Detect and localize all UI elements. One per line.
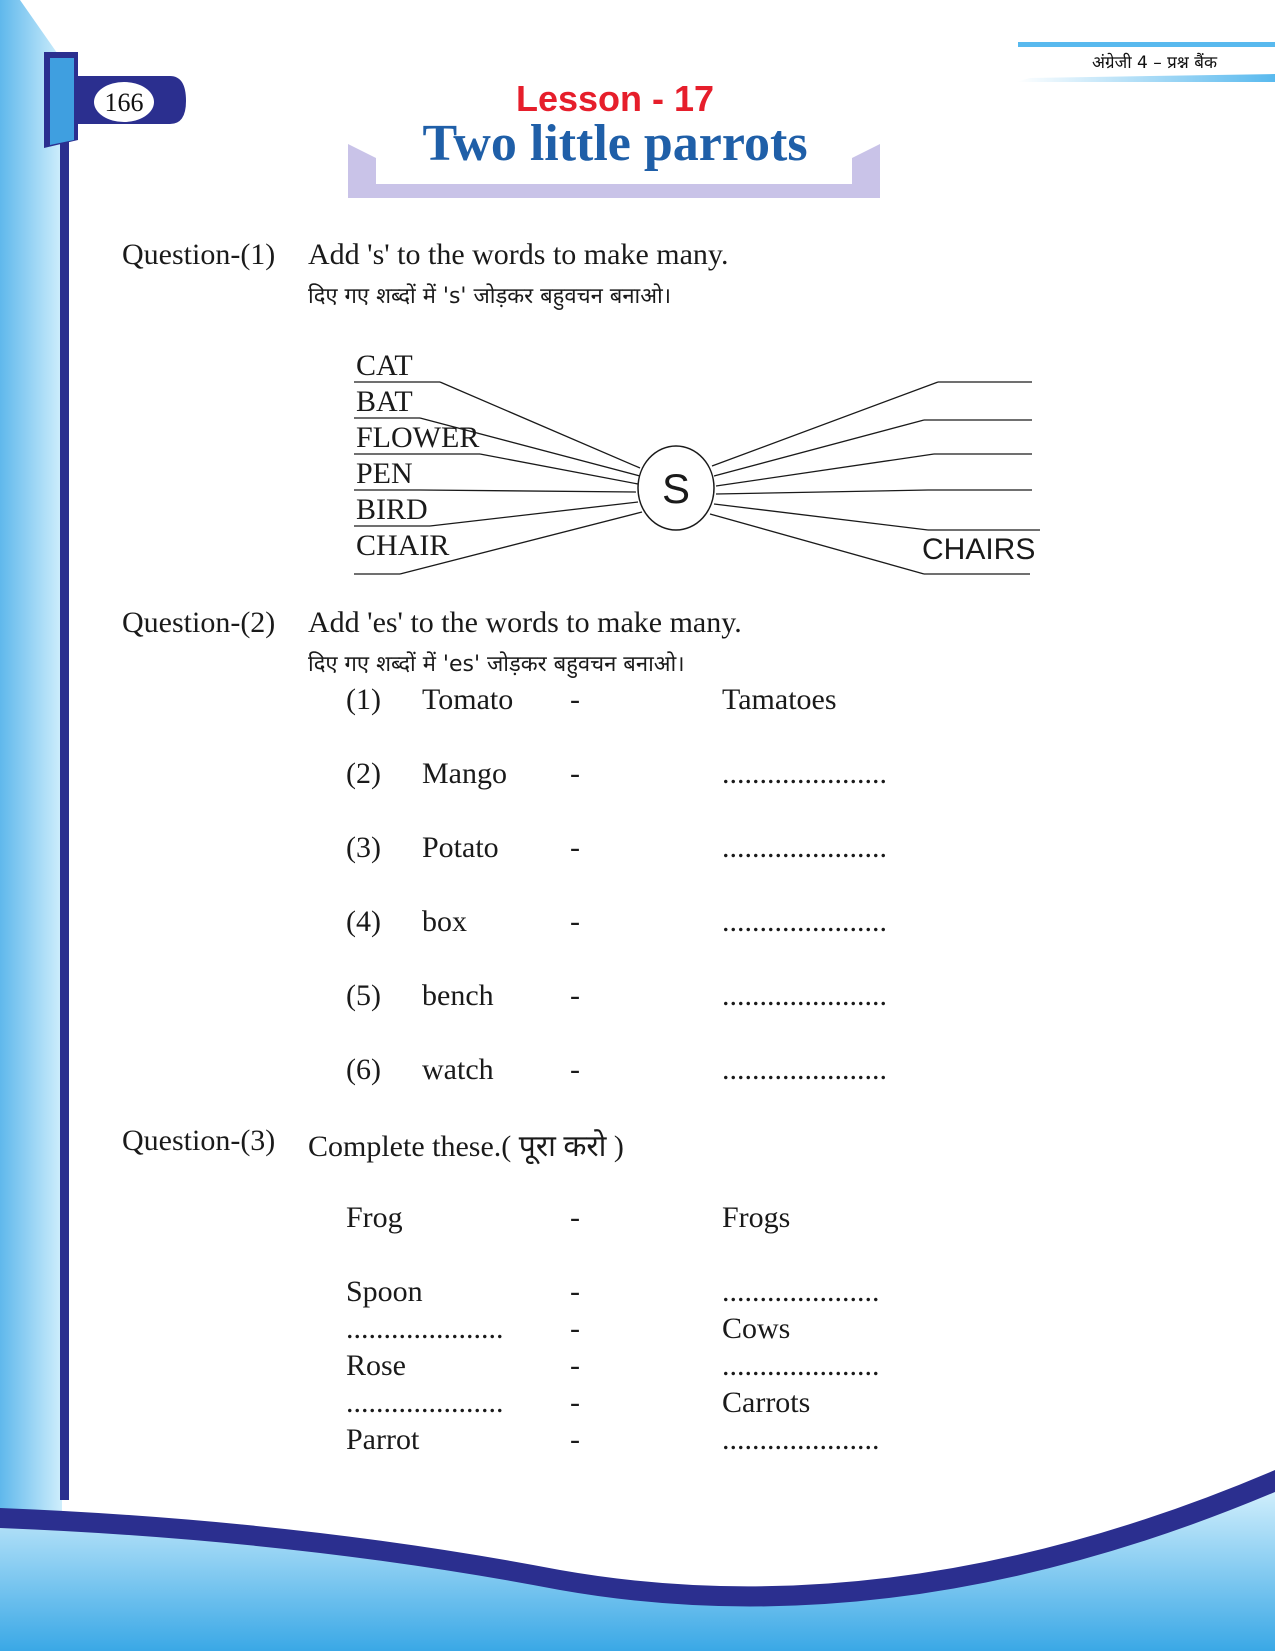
book-header-tag: अंग्रेजी 4 – प्रश्न बैंक xyxy=(1092,53,1217,73)
item-dash: - xyxy=(570,1201,580,1234)
item-dash: - xyxy=(570,683,580,716)
question-2-hindi: दिए गए शब्दों में 'es' जोड़कर बहुवचन बनाओ। xyxy=(308,652,685,677)
question-3-text: Complete these.( पूरा करो ) xyxy=(308,1130,624,1163)
item-singular-blank[interactable]: ..................... xyxy=(346,1386,504,1419)
connector-line xyxy=(710,514,924,574)
item-answer-blank[interactable]: ...................... xyxy=(722,979,887,1012)
example-answer: CHAIRS xyxy=(922,533,1036,566)
lesson-title: Two little parrots xyxy=(422,115,808,172)
connector-line xyxy=(716,490,928,494)
item-plural-blank[interactable]: ..................... xyxy=(722,1349,880,1382)
connector-line xyxy=(430,502,638,526)
lesson-number: Lesson - 17 xyxy=(515,78,715,119)
word-pen: PEN xyxy=(356,457,413,490)
word-bird: BIRD xyxy=(356,493,428,526)
item-word: Tomato xyxy=(422,683,514,716)
item-singular: Rose xyxy=(346,1349,406,1382)
connector-line xyxy=(712,382,938,466)
question-1-text: Add 's' to the words to make many. xyxy=(308,238,729,271)
item-plural: Carrots xyxy=(722,1386,811,1419)
item-number: (5) xyxy=(346,979,381,1012)
item-answer-blank[interactable]: ...................... xyxy=(722,757,887,790)
item-number: (6) xyxy=(346,1053,381,1086)
item-dash: - xyxy=(570,979,580,1012)
item-word: watch xyxy=(422,1053,494,1086)
question-3-label: Question-(3) xyxy=(122,1124,276,1157)
item-word: box xyxy=(422,905,467,938)
word-chair: CHAIR xyxy=(356,529,450,562)
item-dash: - xyxy=(570,1386,580,1419)
item-singular-blank[interactable]: ..................... xyxy=(346,1312,504,1345)
item-dash: - xyxy=(570,1312,580,1345)
item-dash: - xyxy=(570,1275,580,1308)
item-plural: Cows xyxy=(722,1312,791,1345)
item-dash: - xyxy=(570,1423,580,1456)
connector-line xyxy=(716,454,934,486)
item-plural-blank[interactable]: ..................... xyxy=(722,1275,880,1308)
item-dash: - xyxy=(570,757,580,790)
item-plural-blank[interactable]: ..................... xyxy=(722,1423,880,1456)
item-singular: Frog xyxy=(346,1201,403,1234)
item-answer-blank[interactable]: ...................... xyxy=(722,831,887,864)
center-letter: S xyxy=(661,465,691,512)
word-cat: CAT xyxy=(356,349,413,382)
item-word: Mango xyxy=(422,757,507,790)
item-dash: - xyxy=(570,1349,580,1382)
item-singular: Parrot xyxy=(346,1423,420,1456)
question-1-label: Question-(1) xyxy=(122,238,276,271)
item-answer-blank[interactable]: ...................... xyxy=(722,905,887,938)
question-1-hindi: दिए गए शब्दों में 's' जोड़कर बहुवचन बनाओ। xyxy=(308,284,672,309)
item-word: Potato xyxy=(422,831,499,864)
item-word: bench xyxy=(422,979,494,1012)
item-number: (2) xyxy=(346,757,381,790)
item-number: (4) xyxy=(346,905,381,938)
connector-line xyxy=(714,504,928,530)
item-answer-blank[interactable]: ...................... xyxy=(722,1053,887,1086)
word-flower: FLOWER xyxy=(356,421,480,454)
question-2-text: Add 'es' to the words to make many. xyxy=(308,606,742,639)
item-singular: Spoon xyxy=(346,1275,423,1308)
item-plural: Frogs xyxy=(722,1201,791,1234)
item-answer: Tamatoes xyxy=(722,683,837,716)
item-number: (3) xyxy=(346,831,381,864)
item-number: (1) xyxy=(346,683,381,716)
item-dash: - xyxy=(570,905,580,938)
item-dash: - xyxy=(570,1053,580,1086)
connector-line xyxy=(714,420,924,476)
item-dash: - xyxy=(570,831,580,864)
word-bat: BAT xyxy=(356,385,413,418)
page-number: 166 xyxy=(104,88,144,117)
connector-line xyxy=(420,490,636,492)
question-2-label: Question-(2) xyxy=(122,606,276,639)
